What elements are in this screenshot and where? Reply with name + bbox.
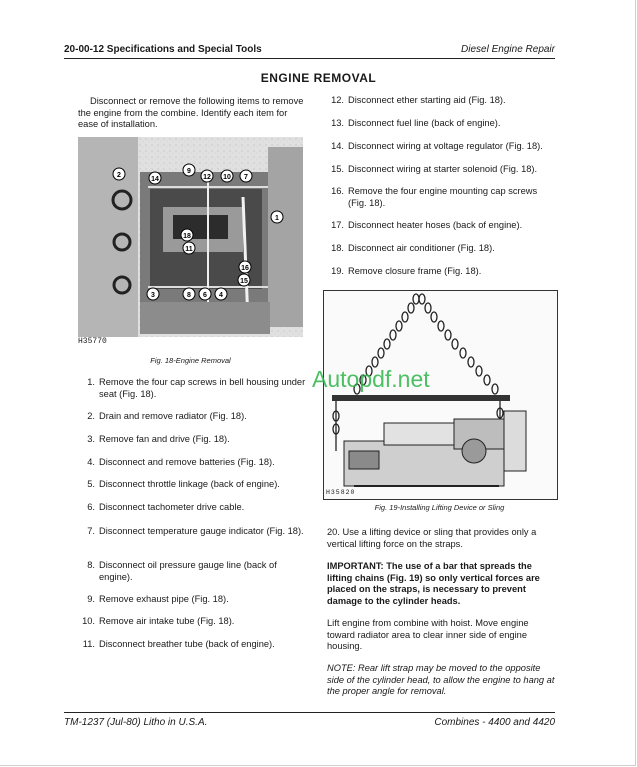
callout-2-label: 2 xyxy=(117,172,121,179)
step-8 xyxy=(78,560,308,583)
figure-19-lifting-sling xyxy=(323,290,558,500)
step-text: Drain and remove radiator (Fig. 18). xyxy=(99,411,247,421)
step-17 xyxy=(327,220,557,232)
step-14 xyxy=(327,141,557,153)
step-2 xyxy=(78,411,308,423)
step-text: Remove air intake tube (Fig. 18). xyxy=(99,616,235,626)
step-12 xyxy=(327,95,557,107)
footer-manual-id: TM-1237 (Jul-80) Litho in U.S.A. xyxy=(64,717,208,728)
step-number: 14. xyxy=(331,141,344,151)
callout-12-label: 12 xyxy=(203,174,211,181)
callout-15 xyxy=(238,274,250,286)
figure-19-caption: Fig. 19-Installing Lifting Device or Sling xyxy=(374,503,505,512)
callout-3-label: 3 xyxy=(151,292,155,299)
step-text: Disconnect throttle linkage (back of engine). xyxy=(99,479,280,489)
step-number: 7. xyxy=(87,526,95,536)
step-19 xyxy=(327,266,557,278)
footer-model: Combines - 4400 and 4420 xyxy=(434,717,555,728)
step-text: Disconnect and remove batteries (Fig. 18). xyxy=(99,457,275,467)
step-number: 17. xyxy=(331,220,344,230)
step-text: Disconnect oil pressure gauge line (back of engine). xyxy=(99,560,277,582)
callout-8-label: 8 xyxy=(187,292,191,299)
step-number: 12. xyxy=(331,95,344,105)
callout-9 xyxy=(183,164,195,176)
step-text: Disconnect heater hoses (back of engine). xyxy=(348,220,523,230)
callout-1 xyxy=(271,211,283,223)
callout-4 xyxy=(215,288,227,300)
header-chapter-title: Diesel Engine Repair xyxy=(461,44,555,55)
step-text: Remove closure frame (Fig. 18). xyxy=(348,266,482,276)
step-text: Remove the four cap screws in bell housing under seat (Fig. 18). xyxy=(99,377,306,399)
step-1 xyxy=(78,377,308,400)
step-number: 5. xyxy=(87,479,95,489)
step-5 xyxy=(78,479,308,491)
step-text: Remove fan and drive (Fig. 18). xyxy=(99,434,230,444)
step-9 xyxy=(78,594,308,606)
callout-11-label: 11 xyxy=(185,246,193,253)
note-paragraph: NOTE: Rear lift strap may be moved to the opposite side of the cylinder head, to allow the engine to hang at the proper angle for removal. xyxy=(327,663,555,696)
callout-14-label: 14 xyxy=(151,176,159,183)
important-paragraph: IMPORTANT: The use of a bar that spreads the lifting chains (Fig. 19) so only vertical forces are placed on the straps, is necessary to prevent damage to the cylinder heads. xyxy=(327,561,540,606)
step-3 xyxy=(78,434,308,446)
figure-18-engine-removal xyxy=(78,137,303,350)
callout-7-label: 7 xyxy=(244,174,248,181)
figure-18-code: H35770 xyxy=(78,337,107,346)
engine-block xyxy=(344,411,526,486)
intro-paragraph: Disconnect or remove the following items to remove the engine from the combine. Identify each item for ease of installation. xyxy=(78,96,304,129)
step-number: 9. xyxy=(87,594,95,604)
step-18 xyxy=(327,243,557,255)
step-text: Disconnect air conditioner (Fig. 18). xyxy=(348,243,495,253)
step-13 xyxy=(327,118,557,130)
step-15 xyxy=(327,164,557,176)
callout-18-label: 18 xyxy=(183,233,191,240)
callout-11 xyxy=(183,242,195,254)
step-number: 10. xyxy=(82,616,95,626)
step-number: 6. xyxy=(87,502,95,512)
callout-12 xyxy=(201,170,213,182)
callout-6 xyxy=(199,288,211,300)
page-title: ENGINE REMOVAL xyxy=(260,71,377,85)
step-text: Disconnect wiring at voltage regulator (Fig. 18). xyxy=(348,141,543,151)
lift-paragraph: Lift engine from combine with hoist. Move engine toward radiator area to clear inner side of engine housing. xyxy=(327,618,529,651)
step-number: 13. xyxy=(331,118,344,128)
callout-15-label: 15 xyxy=(240,278,248,285)
step-4 xyxy=(78,457,308,469)
header-rule xyxy=(64,58,555,59)
step-text: Disconnect temperature gauge indicator (Fig. 18). xyxy=(99,526,304,536)
header-section-title: 20-00-12 Specifications and Special Tools xyxy=(64,44,262,55)
callout-1-label: 1 xyxy=(275,215,279,222)
step-10 xyxy=(78,616,308,628)
step-text: Disconnect tachometer drive cable. xyxy=(99,502,245,512)
callout-7 xyxy=(240,170,252,182)
step-number: 15. xyxy=(331,164,344,174)
step-number: 18. xyxy=(331,243,344,253)
spreader-bar xyxy=(332,395,510,401)
step-number: 16. xyxy=(331,186,344,196)
watermark-text: Autopdf.net xyxy=(312,366,430,392)
figure-19-code: H35820 xyxy=(326,489,356,496)
callout-3 xyxy=(147,288,159,300)
step-text: Remove exhaust pipe (Fig. 18). xyxy=(99,594,229,604)
step-text: Disconnect ether starting aid (Fig. 18). xyxy=(348,95,506,105)
callout-16-label: 16 xyxy=(241,265,249,272)
step-7 xyxy=(78,526,308,538)
step-text: Remove the four engine mounting cap screws (Fig. 18). xyxy=(348,186,538,208)
callout-18 xyxy=(181,229,193,241)
step-16 xyxy=(327,186,557,209)
callout-6-label: 6 xyxy=(203,292,207,299)
step-text: Disconnect breather tube (back of engine). xyxy=(99,639,275,649)
step-number: 11. xyxy=(82,639,95,649)
step-number: 19. xyxy=(331,266,344,276)
footer-rule xyxy=(64,712,555,713)
callout-16 xyxy=(239,261,251,273)
callout-4-label: 4 xyxy=(219,292,223,299)
callout-9-label: 9 xyxy=(187,168,191,175)
step-number: 2. xyxy=(87,411,95,421)
callout-10-label: 10 xyxy=(223,174,231,181)
callout-10 xyxy=(221,170,233,182)
step-20-paragraph: 20. Use a lifting device or sling that provides only a vertical lifting force on the straps. xyxy=(327,527,537,549)
step-number: 3. xyxy=(87,434,95,444)
right-chain xyxy=(419,294,498,394)
callout-14 xyxy=(149,172,161,184)
step-6 xyxy=(78,502,308,514)
step-11 xyxy=(78,639,308,651)
callout-8 xyxy=(183,288,195,300)
callout-2 xyxy=(113,168,125,180)
step-number: 8. xyxy=(87,560,95,570)
step-number: 4. xyxy=(87,457,95,467)
step-number: 1. xyxy=(87,377,95,387)
step-text: Disconnect fuel line (back of engine). xyxy=(348,118,501,128)
figure-18-caption: Fig. 18-Engine Removal xyxy=(150,356,231,365)
step-text: Disconnect wiring at starter solenoid (Fig. 18). xyxy=(348,164,538,174)
